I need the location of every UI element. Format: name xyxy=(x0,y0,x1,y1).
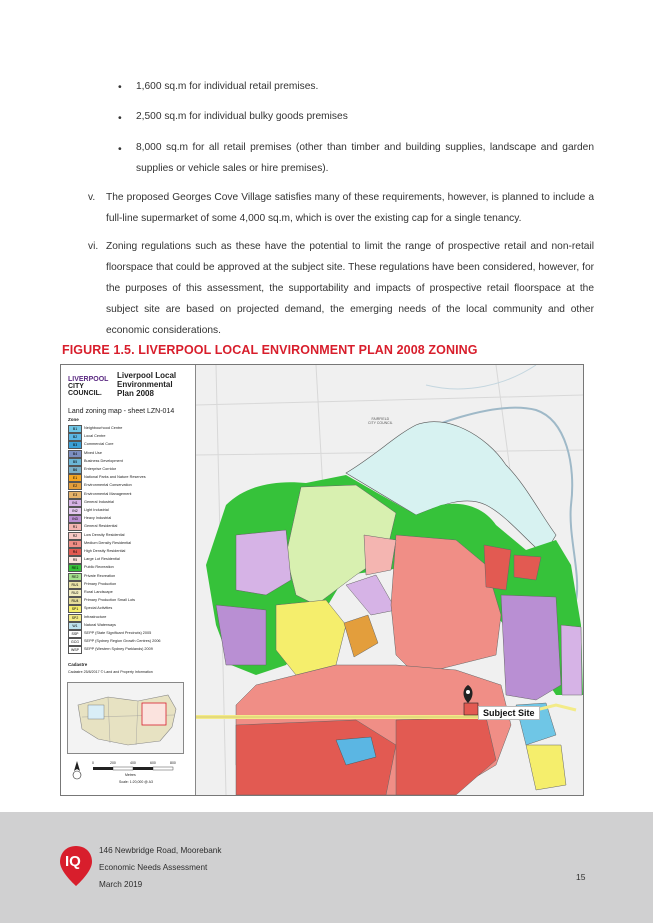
legend-swatch: B1 xyxy=(68,425,82,433)
legend-label: Local Centre xyxy=(84,434,106,439)
legend-swatch: R1 xyxy=(68,523,82,531)
legend-swatch: GCG xyxy=(68,638,82,646)
zoning-map xyxy=(196,365,583,795)
legend-label: Mixed Use xyxy=(84,450,102,455)
footer-date: March 2019 xyxy=(99,880,143,889)
scale-ratio: Scale: 1:20,000 @ A3 xyxy=(119,780,153,784)
scale-tick: 400 xyxy=(130,761,136,765)
legend-label: General Industrial xyxy=(84,499,114,504)
legend-label: Environmental Conservation xyxy=(84,483,132,488)
legend-swatch: SP1 xyxy=(68,605,82,613)
legend-swatch: SSP xyxy=(68,630,82,638)
legend-swatch: IN2 xyxy=(68,507,82,515)
paragraph-text: Zoning regulations such as these have the potential to limit the range of prospective retail and non-retail floorspace that could be approved at the subject site. These regulations have been considered, however, for the purposes of this assessment, the supportability and impacts of prospective retail floorspace at the subject site are based on projected demand, the emerging needs of the local community and other economic considerations. xyxy=(106,241,594,336)
legend-swatch: RE2 xyxy=(68,573,82,581)
legend-label: Rural Landscape xyxy=(84,590,113,594)
legend-label: Private Recreation xyxy=(84,573,116,578)
legend-swatch: B5 xyxy=(68,458,82,466)
zone-heading: Zone xyxy=(68,417,79,422)
council-logo-line: CITY xyxy=(68,383,84,390)
council-logo-line: LIVERPOOL xyxy=(68,376,109,383)
bullet-item: 1,600 sq.m for individual retail premises. xyxy=(136,81,319,92)
legend-label: Light Industrial xyxy=(84,508,109,512)
scale-tick: 200 xyxy=(110,761,116,765)
zoning-map-figure xyxy=(60,364,584,796)
scale-tick: 0 xyxy=(92,761,94,765)
legend-label: Natural Waterways xyxy=(84,622,116,627)
page-number: 15 xyxy=(576,872,586,882)
legend-swatch: IN3 xyxy=(68,515,82,523)
legend-label: Large Lot Residential xyxy=(84,557,120,562)
legend-swatch: R2 xyxy=(68,532,82,540)
bullet-item: 2,500 sq.m for individual bulky goods premises xyxy=(136,111,348,122)
subject-site-label: Subject Site xyxy=(478,706,540,720)
legend-swatch: B6 xyxy=(68,466,82,474)
legend-swatch: B2 xyxy=(68,433,82,441)
legend-swatch: B4 xyxy=(68,450,82,458)
legend-label: Enterprise Corridor xyxy=(84,467,117,471)
bullet-marker: • xyxy=(118,112,122,124)
iq-logo xyxy=(60,846,92,891)
scale-tick: 600 xyxy=(150,761,156,765)
footer-report: Economic Needs Assessment xyxy=(99,863,208,872)
paragraph-numeral: v. xyxy=(88,192,96,203)
legend-label: Environmental Management xyxy=(84,491,132,496)
legend-label: SEPP (Sydney Region Growth Centres) 2006 xyxy=(84,639,161,644)
legend-label: High Density Residential xyxy=(84,549,126,553)
legend-swatch: IN1 xyxy=(68,499,82,507)
legend-swatch: WSP xyxy=(68,646,82,654)
legend-swatch: E3 xyxy=(68,491,82,499)
council-logo-line: COUNCIL. xyxy=(68,390,102,397)
locator-inset-map xyxy=(67,682,184,754)
paragraph-numeral: vi. xyxy=(88,241,99,252)
legend-swatch: RU4 xyxy=(68,597,82,605)
figure-title: FIGURE 1.5. LIVERPOOL LOCAL ENVIRONMENT PLAN 2008 ZONING xyxy=(62,343,478,357)
legend-swatch: RU2 xyxy=(68,589,82,597)
map-legend xyxy=(61,365,196,795)
legend-label: Heavy Industrial xyxy=(84,516,112,521)
footer-address: 146 Newbridge Road, Moorebank xyxy=(99,846,222,855)
bullet-marker: • xyxy=(118,81,122,93)
legend-label: National Parks and Nature Reserves xyxy=(84,475,146,480)
sheet-label: Land zoning map - sheet LZN-014 xyxy=(68,408,175,415)
council-area-label: FAIRFIELD CITY COUNCIL xyxy=(368,417,393,425)
legend-label: General Residential xyxy=(84,524,118,529)
inset-map-graphic xyxy=(68,683,183,753)
paragraph-text: The proposed Georges Cove Village satisfies many of these requirements, however, is planned to include a full-line supermarket of some 4,000 sq.m, which is over the existing cap for a single tenancy. xyxy=(106,192,594,224)
legend-swatch: R5 xyxy=(68,556,82,564)
legend-swatch: RE1 xyxy=(68,564,82,572)
cadastre-text: Cadastre 25/8/2017 © Land and Property Information xyxy=(68,670,153,674)
legend-label: Medium Density Residential xyxy=(84,540,132,545)
legend-label: Neighbourhood Centre xyxy=(84,426,123,430)
council-logo xyxy=(68,376,108,397)
legend-swatch: B3 xyxy=(68,441,82,449)
iq-logo-text: IQ xyxy=(65,853,81,870)
cadastre-heading: Cadastre xyxy=(68,662,88,667)
legend-swatch: E2 xyxy=(68,482,82,490)
zoning-map-graphic xyxy=(196,365,583,795)
scale-tick: 800 xyxy=(170,761,176,765)
legend-label: SEPP (State Significant Precincts) 2005 xyxy=(84,631,152,635)
plan-title: Liverpool Local Environmental Plan 2008 xyxy=(117,371,177,398)
legend-swatch: SP2 xyxy=(68,614,82,622)
page-footer xyxy=(0,812,653,923)
legend-label: Commercial Core xyxy=(84,442,114,447)
bullet-item: 8,000 sq.m for all retail premises (other than timber and building supplies, landscape and garden supplies or vehicle sales or hire premises). xyxy=(136,142,594,174)
legend-label: Primary Production Small Lots xyxy=(84,598,136,603)
legend-swatch: E1 xyxy=(68,474,82,482)
legend-swatch: R3 xyxy=(68,540,82,548)
legend-swatch: R4 xyxy=(68,548,82,556)
legend-label: Infrastructure xyxy=(84,614,107,619)
bullet-marker: • xyxy=(118,143,122,155)
scale-bar xyxy=(67,757,187,791)
legend-label: Business Development xyxy=(84,458,123,463)
legend-label: Public Recreation xyxy=(84,565,114,570)
legend-swatch: W1 xyxy=(68,622,82,630)
legend-swatch: RU1 xyxy=(68,581,82,589)
legend-label: Primary Production xyxy=(84,581,117,586)
legend-label: SEPP (Western Sydney Parklands) 2009 xyxy=(84,647,153,652)
legend-label: Special Activities xyxy=(84,606,113,611)
legend-label: Low Density Residential xyxy=(84,532,125,537)
scale-unit: Metres xyxy=(125,773,136,777)
